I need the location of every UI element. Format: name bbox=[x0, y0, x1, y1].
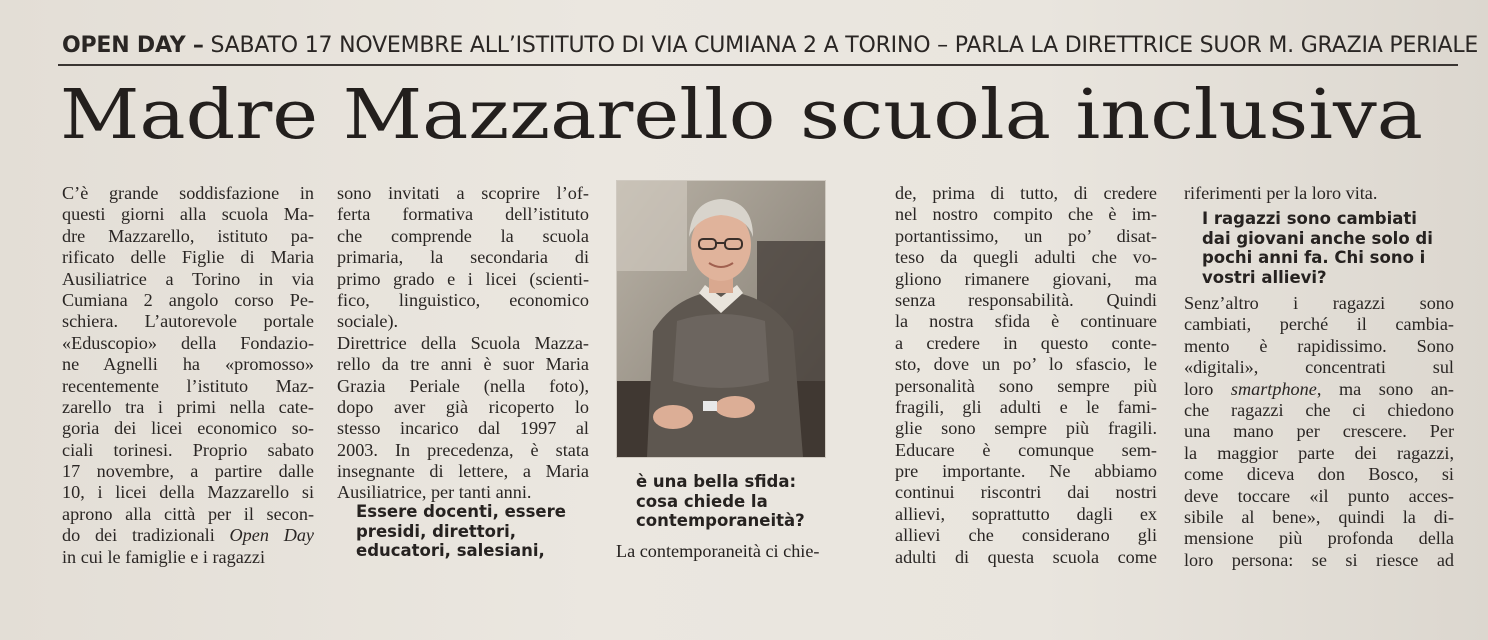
text-line: educatori, salesiani, bbox=[356, 541, 545, 560]
text-line: mensione più profonda della bbox=[1184, 528, 1454, 549]
caption-line: cosa chiede la bbox=[636, 491, 768, 511]
kicker-line bbox=[62, 30, 1479, 62]
text-line: 2003. In precedenza, è stata bbox=[337, 439, 589, 460]
text-line: goria dei licei economico so- bbox=[62, 418, 314, 439]
text-line: Educare è comunque sem- bbox=[895, 439, 1157, 460]
text-line: aprono alla città per il secon- bbox=[62, 503, 314, 524]
text-line: portantissimo, un po’ disat- bbox=[895, 225, 1157, 246]
text-line: presidi, direttori, bbox=[356, 521, 517, 541]
caption-body: La contemporaneità ci chie- bbox=[616, 541, 820, 561]
text-line: mento è rapidissimo. Sono bbox=[1184, 335, 1454, 356]
text-line: senza responsabilità. Quindi bbox=[895, 289, 1157, 310]
text-line: adulti di questa scuola come bbox=[895, 546, 1157, 567]
column-4 bbox=[895, 183, 1157, 568]
text-line: sibile al bene», quindi la di- bbox=[1184, 506, 1454, 527]
text-line: sto, dove un po’ lo sfascio, le bbox=[895, 354, 1157, 375]
text-line: gliono rimanere giovani, ma bbox=[895, 268, 1157, 289]
text-line: loro smartphone, ma sono an- bbox=[1184, 378, 1454, 399]
text-line: insegnante di lettere, a Maria bbox=[337, 461, 589, 482]
text-line: Cumiana 2 angolo corso Pe- bbox=[62, 289, 314, 310]
text-line: stesso incarico dal 1997 al bbox=[337, 418, 589, 439]
portrait-illustration bbox=[617, 181, 825, 457]
text-line: come diceva don Bosco, si bbox=[1184, 464, 1454, 485]
text-line: a credere in questo conte- bbox=[895, 332, 1157, 353]
text-line: pre importante. Ne abbiamo bbox=[895, 461, 1157, 482]
text-line: rello da tre anni è suor Maria bbox=[337, 354, 589, 375]
text-line: dopo aver già ricoperto lo bbox=[337, 396, 589, 417]
column-1 bbox=[62, 183, 314, 568]
text-line: vostri allievi? bbox=[1202, 267, 1327, 287]
text-line: deve toccare «il punto acces- bbox=[1184, 485, 1454, 506]
text-line: «Eduscopio» della Fondazio- bbox=[62, 332, 314, 353]
text-line: glie sono sempre più fragili. bbox=[895, 418, 1157, 439]
column-5-question bbox=[1202, 209, 1452, 287]
text-line: 17 novembre, a partire dalle bbox=[62, 461, 314, 482]
text-line: schiera. L’autorevole portale bbox=[62, 311, 314, 332]
column-5-top bbox=[1184, 183, 1442, 204]
text-line: fragili, gli adulti e le fami- bbox=[895, 396, 1157, 417]
text-line: de, prima di tutto, di credere bbox=[895, 183, 1157, 203]
text-line: che comprende la scuola bbox=[337, 225, 589, 246]
text-line: I ragazzi sono cambiati bbox=[1202, 209, 1417, 228]
column-5 bbox=[1184, 293, 1454, 571]
text-line: recentemente l’istituto Maz- bbox=[62, 375, 314, 396]
text-line: ne Agnelli ha «promosso» bbox=[62, 354, 314, 375]
text-line: «digitali», concentrati sul bbox=[1184, 357, 1454, 378]
text-line: riferimenti per la loro vita. bbox=[1184, 183, 1378, 203]
text-line: questi giorni alla scuola Ma- bbox=[62, 204, 314, 225]
text-line: Direttrice della Scuola Mazza- bbox=[337, 332, 589, 353]
text-line: dre Mazzarello, istituto pa- bbox=[62, 225, 314, 246]
text-line: Senz’altro i ragazzi sono bbox=[1184, 293, 1454, 313]
text-line: rificato delle Figlie di Maria bbox=[62, 247, 314, 268]
portrait-photo bbox=[616, 180, 826, 458]
text-line: cambiati, perché il cambia- bbox=[1184, 314, 1454, 335]
text-line: in cui le famiglie e i ragazzi bbox=[62, 546, 265, 567]
kicker-text: SABATO 17 NOVEMBRE ALL’ISTITUTO DI VIA CUMIANA 2 A TORINO – PARLA LA DIRETTRICE SUOR M. GRAZIA PERIALE bbox=[210, 33, 1479, 58]
text-line: personalità sono sempre più bbox=[895, 375, 1157, 396]
text-line: sociale). bbox=[337, 311, 399, 332]
column-2-question bbox=[356, 502, 596, 561]
text-line: teso da quegli adulti che vo- bbox=[895, 247, 1157, 268]
text-line: pochi anni fa. Chi sono i bbox=[1202, 248, 1426, 267]
caption-line: è una bella sfida: bbox=[636, 472, 797, 491]
caption-line: contemporaneità? bbox=[636, 511, 805, 530]
kicker-bold: OPEN DAY – bbox=[62, 33, 204, 58]
text-line: Essere docenti, essere bbox=[356, 502, 566, 521]
text-line: sono invitati a scoprire l’of- bbox=[337, 183, 589, 203]
text-line: Ausiliatrice a Torino in via bbox=[62, 268, 314, 289]
text-line: allievi che considerano gli bbox=[895, 525, 1157, 546]
text-line: loro persona: se si riesce ad bbox=[1184, 549, 1454, 570]
text-line: fico, linguistico, economico bbox=[337, 289, 589, 310]
text-line: 10, i licei della Mazzarello si bbox=[62, 482, 314, 503]
text-line: che ragazzi che ci chiedono bbox=[1184, 399, 1454, 420]
text-line: continui riscontri dai nostri bbox=[895, 482, 1157, 503]
text-line: allievi, soprattutto dagli ex bbox=[895, 503, 1157, 524]
column-2 bbox=[337, 183, 589, 504]
text-line: primo grado e i licei (scienti- bbox=[337, 268, 589, 289]
caption-question bbox=[636, 472, 836, 531]
text-line: la nostra sfida è continuare bbox=[895, 311, 1157, 332]
text-line: do dei tradizionali Open Day bbox=[62, 525, 314, 546]
text-line: la maggior parte dei ragazzi, bbox=[1184, 442, 1454, 463]
text-line: dai giovani anche solo di bbox=[1202, 228, 1433, 248]
headline: Madre Mazzarello scuola inclusiva bbox=[60, 76, 1424, 155]
text-line: zarello tra i primi nella cate- bbox=[62, 396, 314, 417]
text-line: una mano per crescere. Per bbox=[1184, 421, 1454, 442]
text-line: Ausiliatrice, per tanti anni. bbox=[337, 482, 532, 503]
text-line: primaria, la secondaria di bbox=[337, 247, 589, 268]
text-line: C’è grande soddisfazione in bbox=[62, 183, 314, 203]
text-line: nel nostro compito che è im- bbox=[895, 204, 1157, 225]
text-line: Grazia Periale (nella foto), bbox=[337, 375, 589, 396]
text-line: ciali torinesi. Proprio sabato bbox=[62, 439, 314, 460]
text-line: ferta formativa dell’istituto bbox=[337, 204, 589, 225]
